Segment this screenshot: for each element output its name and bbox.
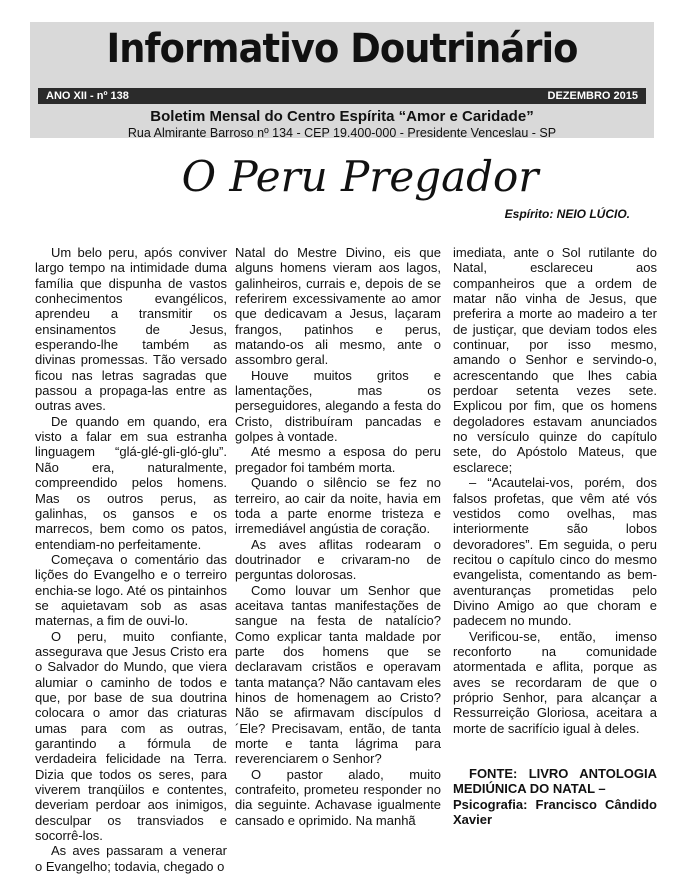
column-3 bbox=[453, 245, 657, 827]
paragraph: Até mesmo a esposa do peru pregador foi também morta. bbox=[235, 444, 441, 475]
source-credit: FONTE: LIVRO ANTOLOGIA MEDIÚNICA DO NATAL – bbox=[453, 766, 657, 797]
paragraph: Verificou-se, então, imenso reconforto na comunidade atormentada e aflita, porque as aves se recordaram de que o próprio Senhor, para alcançar a Ressurreição Gloriosa, aceitara a morte de sacrifício igual à deles. bbox=[453, 628, 657, 736]
paragraph: Quando o silêncio se fez no terreiro, ao cair da noite, havia em toda a parte enorme tristeza e irremediável angústia de coração. bbox=[235, 475, 441, 537]
masthead bbox=[30, 22, 654, 138]
newsletter-title: Informativo Doutrinário bbox=[106, 26, 578, 72]
psychography-credit: Psicografia: Francisco Cândido Xavier bbox=[453, 796, 657, 828]
paragraph: O peru, muito confiante, assegurava que Jesus Cristo era o Salvador do Mundo, que viera alumiar o caminho de todos e que, por base de sua doutrina colocara o amor das criaturas umas para com as outras, garantindo a fórmula de verdadeira felicidade na Terra. Dizia que todos os seres, para viverem tranqüilos e contentes, deveriam perdoar aos inimigos, desculpar os transviados e socorrê-los. bbox=[35, 628, 227, 844]
paragraph: As aves aflitas rodearam o doutrinador e crivaram-no de perguntas dolorosas. bbox=[235, 536, 441, 583]
paragraph: Natal do Mestre Divino, eis que alguns homens vieram aos lagos, galinheiros, currais e, depois de se referirem excessivamente ao amor que dedicavam a Jesus, laçaram frangos, patinhos e perus, matando-os ali mesmo, ante o assombro geral. bbox=[235, 245, 441, 368]
column-2 bbox=[235, 245, 441, 828]
paragraph: De quando em quando, era visto a falar em sua estranha linguagem “glá-glé-gli-gló-glu”. Não era, naturalmente, compreendido pelos homens. Mas os outros perus, as galinhas, os gansos e os marrecos, bem como os patos, entendiam-no perfeitamente. bbox=[35, 413, 227, 552]
paragraph: Como louvar um Senhor que aceitava tantas manifestações de sangue na festa de natalício? Como explicar tanta maldade por parte dos homens que se declaravam cristãos e operavam tanta matança? Não cantavam eles hinos de homenagem ao Cristo? Não se afirmavam discípulos d´Ele? Precisavam, então, de tanta morte e tanta lágrima para reverenciarem o Senhor? bbox=[235, 582, 441, 767]
paragraph: Começava o comentário das lições do Evangelho e o terreiro enchia-se logo. Até os pintainhos se aquietavam sob as asas maternas, a fim de ouvi-lo. bbox=[35, 551, 227, 629]
center-address: Rua Almirante Barroso nº 134 - CEP 19.400-000 - Presidente Venceslau - SP bbox=[127, 126, 557, 140]
article-title-text: O Peru Pregador bbox=[181, 152, 539, 201]
paragraph: imediata, ante o Sol rutilante do Natal, esclareceu aos companheiros que a ordem de matar não vinha de Jesus, que preferira a morte ao madeiro a ter de justiçar, que deviam todos eles continuar, por isso mesmo, amando o Senhor e servindo-o, acrescentando que lhes cabia perdoar setenta vezes sete. Explicou por fim, que os homens degoladores estavam anunciados no versículo quinze do capítulo sete, do Apóstolo Mateus, que esclarece; bbox=[453, 245, 657, 475]
edition-strip bbox=[38, 88, 646, 104]
column-1 bbox=[35, 245, 227, 874]
paragraph: Houve muitos gritos e lamentações, mas os perseguidores, alegando a festa do Cristo, distribuíram pancadas e golpes à vontade. bbox=[235, 367, 441, 445]
edition-number: ANO XII - nº 138 bbox=[46, 90, 129, 102]
edition-date: DEZEMBRO 2015 bbox=[547, 90, 638, 102]
paragraph: O pastor alado, muito contrafeito, prometeu responder no dia seguinte. Achavase igualmente cansado e oprimido. Na manhã bbox=[235, 766, 441, 828]
newsletter-subtitle: Boletim Mensal do Centro Espírita “Amor e Caridade” bbox=[150, 108, 534, 125]
paragraph: Um belo peru, após conviver largo tempo na intimidade duma família que dispunha de vastos conhecimentos evangélicos, aprendeu a transmitir os ensinamentos de Jesus, esperando-lhe também as divinas promessas. Tão versado ficou nas letras sagradas que passou a propaga-las entre as outras aves. bbox=[35, 245, 227, 414]
article-author: Espírito: NEIO LÚCIO. bbox=[504, 207, 630, 221]
paragraph: – “Acautelai-vos, porém, dos falsos profetas, que vêm até vós vestidos como ovelhas, mas interiormente são lobos devoradores”. Em seguida, o peru recitou o capítulo cinco do mesmo evangelista, comentando as bem-aventuranças prometidas pelo Divino Amigo ao que choram e padecem no mundo. bbox=[453, 475, 657, 629]
article-title-script bbox=[150, 146, 570, 206]
article-title bbox=[150, 146, 570, 206]
paragraph: As aves passaram a venerar o Evangelho; todavia, chegado o bbox=[35, 843, 227, 874]
